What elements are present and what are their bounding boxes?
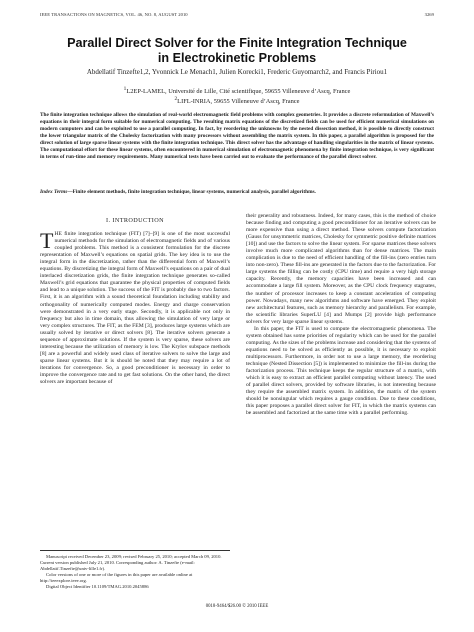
title-line-2: in Electrokinetic Problems	[157, 50, 317, 65]
copyright-line: 0018-9464/$26.00 © 2010 IEEE	[205, 604, 269, 609]
footnotes	[40, 550, 230, 590]
intro-paragraph-continued: their generality and robustness. Indeed, for many cases, this is the method of choice because finding and computing a good preconditioner for an iterative solvers can be more expensive than using a direct method. These solvers compute factorization (Gauss for unsymmetric matrices, Cholesky for symmetric positive definite matrices [10]) and use the factors to solve the linear system. For sparse matrices these solvers involve much more complicated algorithms than for dense matrices. The main complication is due to the need of efficient handling of the fill-ins (zero entries turn into non-zero). These fill-ins are generated in the factors due to the factorization. For large systems the filling can be costly (CPU time) and require a very high storage capacity. Recently, the memory capacities have been increased and can accommodate a large fill system. Moreover, as the CPU clock frequency stagnates, the number of processor increases to keep a constant acceleration of computing power. Nowadays, many new algorithms and software have emerged. They exploit new architectural features, such as memory hierarchy and parallelism. For example, the scientific libraries SuperLU [4] and Mumps [2] provide high performance solvers for very large sparse linear systems.	[246, 213, 436, 325]
footnote-color: Color versions of one or more of the figures in this paper are available online at http://ieeexplore.ieee.org.	[40, 572, 193, 583]
paper-title	[40, 36, 434, 65]
section-heading: I. INTRODUCTION	[106, 217, 164, 224]
page-number: 3269	[424, 12, 434, 17]
index-terms-label: Index Terms	[40, 189, 68, 195]
index-terms-text: —Finite element methods, finite integration technique, linear systems, numerical analysis, parallel algorithms.	[67, 189, 316, 195]
footnote-doi: Digital Object Identifier 10.1109/TMAG.2010.2045886	[46, 584, 149, 589]
running-header	[40, 12, 434, 20]
author-list: Abdellatif Tinzefte1,2, Yvonnick Le Menach1, Julien Korecki1, Frederic Guyomarch2, and Francis Piriou1	[86, 68, 388, 76]
abstract: The finite integration technique allows the simulation of real-world electromagnetic field problems with complex geometries. It provides a discrete reformulation of Maxwell’s equations in their integral form suitable for numerical computing. The resulting matrix equations of the discretized fields can be used for efficient numerical simulations on modern computers and can be exploited to use a parallel computing. In fact, by reordering the unknowns by the nested dissection method, it is possible to directly construct the lower triangular matrix of the Cholesky factorization with many processors without assembling the matrix system. In this paper, a parallel algorithm is proposed for the direct solution of large sparse linear systems with the finite integration technique. This direct solver has the advantage of handling singularities in the matrix of linear systems. The computational effort for these linear systems, often encountered in numerical simulation of electromagnetic phenomena by finite integration technique, is very significant in terms of run-time and memory requirements. Many numerical tests have been carried out to evaluate the performance of the parallel direct solver.	[40, 112, 434, 160]
title-line-1: Parallel Direct Solver for the Finite Integration Technique	[67, 36, 407, 50]
intro-paragraph-1-text: HE finite integration technique (FIT) [7]–[9] is one of the most successful numerical methods for the simulation of electromagnetic fields and of various coupled problems. This method is a consistent formulation for the discrete representation of Maxwell’s equations on spatial grids. The key idea is to use the integral form in the discretization, rather than the differential form of Maxwell’s equations. By discretizing the integral form of Maxwell’s equations on a pair of dual interlaced discretization grids, the finite integration technique generates so-called Maxwell’s grid equations that guarantee the physical properties of computed fields and lead to a unique solution. The success of the FIT is probably due to two factors. First, it is an algorithm with a sound theoretical foundation including stability and orthogonality of numerically computed modes. Energy and charge conservation were demonstrated in a very early stage. Secondly, it is applicable not only in frequency but also in time domain, thus allowing the simulation of very large or very complex structures. The FIT, as the FEM [3], produces large systems which are usually solved by iterative or direct solvers [8]. The iterative solvers generate a sequence of approximate solutions. If the system is very sparse, these solvers are interesting because the utilization of memory is low. The Krylov subspace methods [8] are a powerful and widely used class of iterative solvers to solve the large and sparse linear systems. But it is should be noted that they may require a lot of iterations for convergence. So, a good preconditioner is necessary in order to improve the convergence rate and to get fast solutions. On the other hand, the direct solvers are important because of	[40, 231, 230, 386]
left-column	[40, 213, 230, 386]
right-column	[246, 213, 436, 417]
affiliation-2: $^2$LIFL-INRIA, 59655 Villeneuve d’Ascq, France	[174, 96, 300, 106]
intro-paragraph-2: In this paper, the FIT is used to compute the electromagnetic phenomena. The system obtained has some priorities of regularity which can be used for the parallel computing. As the sizes of the problems increase and considering that the systems of equations need to be solved as efficiently as possible, it is necessary to exploit multiprocessors. Furthermore, in order not to use a large memory, the reordering technique (Nested Dissection [5]) is implemented to minimize the fill-ins during the factorization process. This technique keeps the regular structure of a matrix, with which it is easy to extract an efficient parallel computing without latency. The used of parallel direct solvers, provided by software libraries, is not interesting because they require the assembled matrix system. In addition, the matrix of the system should be nonsingular which requires a gauge condition. Due to these conditions, this paper proposes a parallel direct solver for FIT, in which the matrix systems can be assembled and factorized at the same time with a parallel performing.	[246, 325, 436, 417]
journal-header: IEEE TRANSACTIONS ON MAGNETICS, VOL. 46, NO. 8, AUGUST 2010	[40, 12, 188, 17]
drop-cap: T	[40, 228, 54, 254]
intro-paragraph-1	[40, 228, 230, 386]
affiliation-1: $^1$L2EP-LAMEL, Université de Lille, Cité scientifique, 59655 Villeneuve d’Ascq, France	[123, 86, 351, 96]
footnote-manuscript: Manuscript received December 23, 2009; revised February 25, 2010; accepted March 09, 2010. Current version published July 21, 2010. Corresponding author: A. Tinzefte (e-mail: Abdellatif.Tinzefte@univ-lille1.fr).	[40, 554, 222, 571]
index-terms	[40, 189, 434, 196]
